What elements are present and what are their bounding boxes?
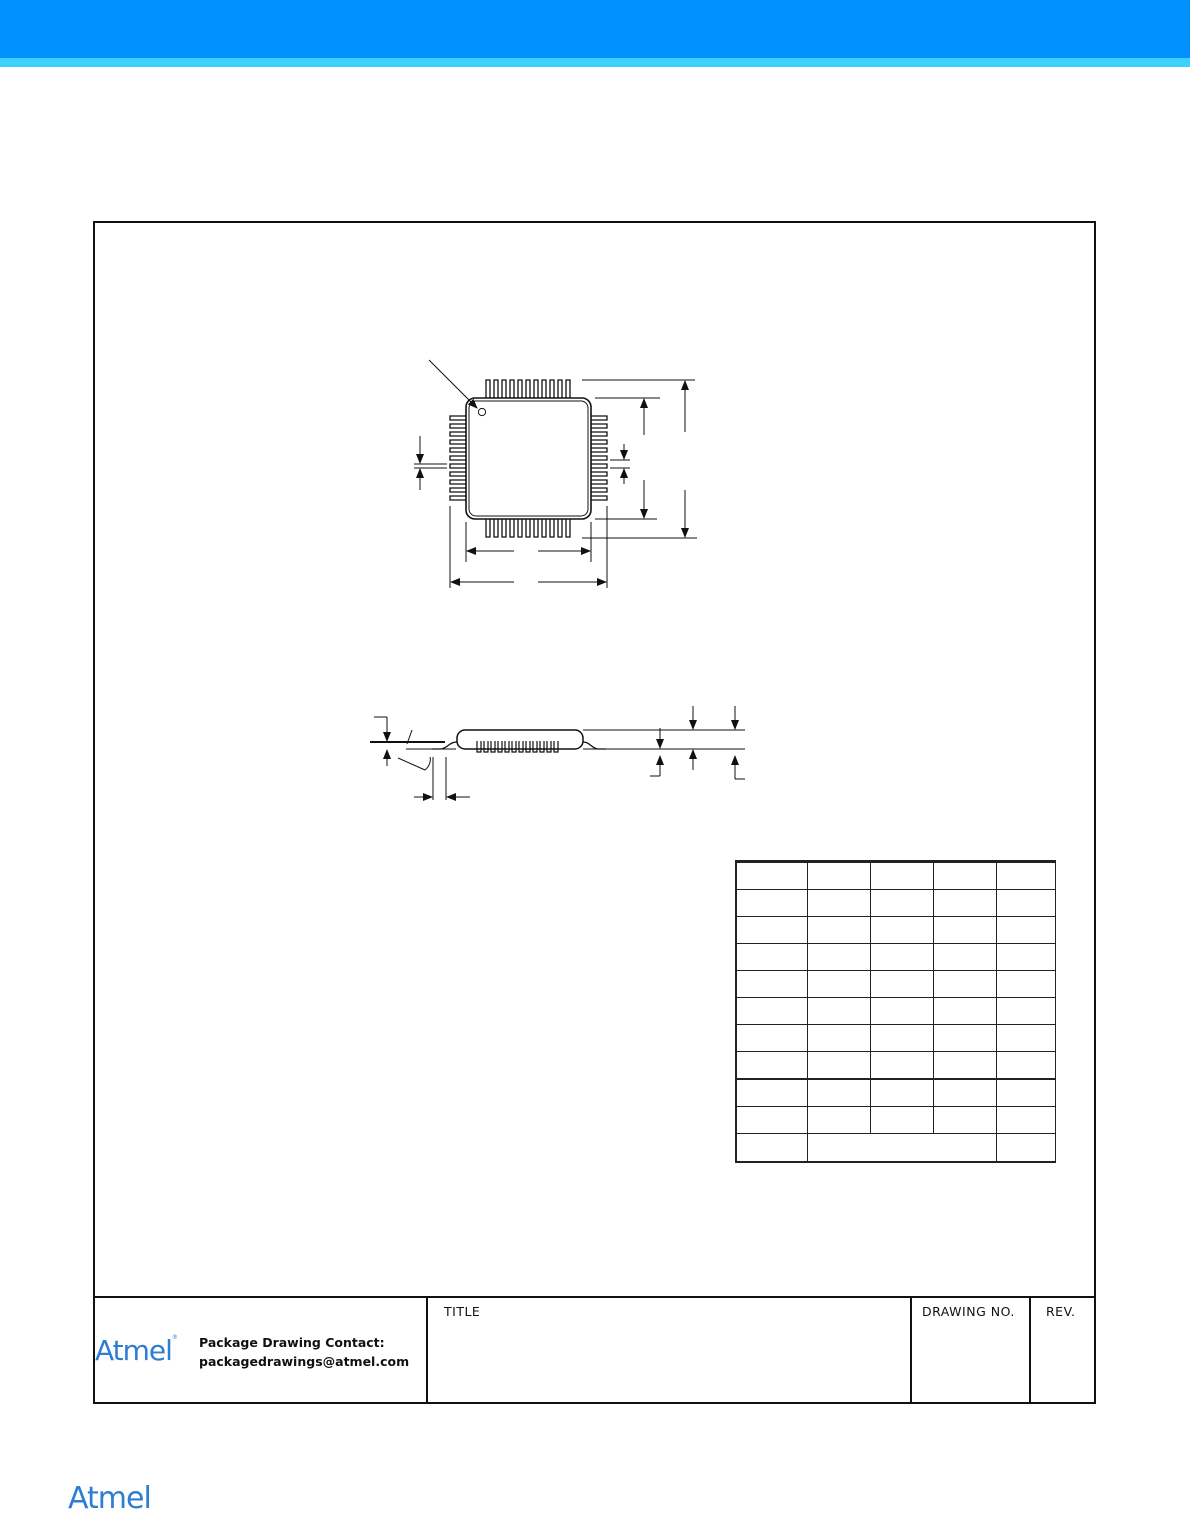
table-row xyxy=(736,944,1055,971)
contact-title: Package Drawing Contact: xyxy=(199,1335,385,1350)
rev-cell xyxy=(1029,1298,1096,1404)
table-row xyxy=(736,917,1055,944)
table-row xyxy=(736,862,1055,890)
side-view-dimensions xyxy=(374,706,745,800)
drawing-no-cell xyxy=(910,1298,1031,1404)
table-row xyxy=(736,1134,1055,1163)
table-row xyxy=(736,1052,1055,1080)
table-row xyxy=(736,971,1055,998)
atmel-logo: Atmel® xyxy=(95,1334,178,1367)
table-row xyxy=(736,890,1055,917)
title-cell xyxy=(426,1298,912,1404)
drawing-no-label: DRAWING NO. xyxy=(922,1304,1015,1319)
side-view xyxy=(370,730,745,752)
table-row xyxy=(736,1107,1055,1134)
table-row xyxy=(736,1025,1055,1052)
table-row xyxy=(736,1079,1055,1107)
title-block xyxy=(93,1296,1096,1404)
contact-email[interactable]: packagedrawings@atmel.com xyxy=(199,1354,410,1369)
footer-atmel-logo: Atmel xyxy=(68,1481,151,1516)
contact-cell xyxy=(93,1298,426,1404)
rev-label: REV. xyxy=(1046,1304,1076,1319)
top-view xyxy=(429,360,607,537)
dimension-table xyxy=(735,860,1056,1163)
title-label: TITLE xyxy=(444,1304,481,1319)
table-row xyxy=(736,998,1055,1025)
